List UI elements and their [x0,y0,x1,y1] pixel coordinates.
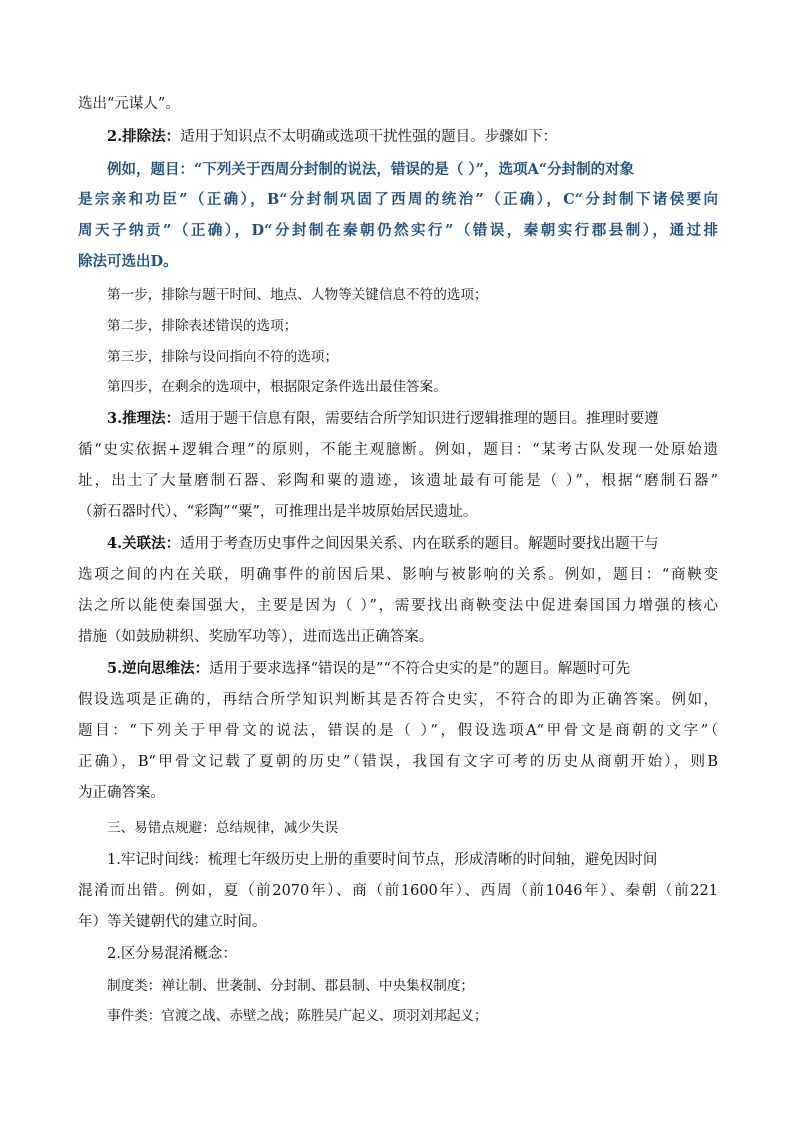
text-line: 法之所以能使秦国强大，主要是因为（ ）”，需要找出商鞅变法中促进秦国国力增强的核心 [78,598,718,614]
text-line: 混淆而出错。例如，夏（前2070年）、商（前1600年）、西周（前1046年）、秦朝（前221 [78,883,718,899]
text-line: 年）等关键朝代的建立时间。 [78,914,267,930]
method-heading-elimination [107,127,747,147]
text-line: 1.牢记时间线：梳理七年级历史上册的重要时间节点，形成清晰的时间轴，避免因时间 [107,852,658,868]
text-line: 正确），B“甲骨文记载了夏朝的历史”（错误，我国有文字可考的历史从商朝开始），则B [78,754,718,770]
text-line: 措施（如鼓励耕织、奖励军功等），进而选出正确答案。 [78,629,434,645]
text-line: 题目：“下列关于甲骨文的说法，错误的是（ ）”，假设选项A“甲骨文是商朝的文字”（ [78,723,718,739]
text-line: 循“史实依据+逻辑合理”的原则，不能主观臆断。例如，题目：“某考古队发现一处原始遗 [78,442,718,458]
method-label: 4.关联法： [107,535,181,552]
method-heading-association [107,534,747,554]
example-line: 是宗亲和功臣”（正确），B“分封制巩固了西周的统治”（正确），C“分封制下诸侯要向 [78,191,718,208]
text-line: （新石器时代）、“彩陶”“粟”，可推理出是半坡原始居民遗址。 [78,504,478,520]
text-line: 选项之间的内在关联，明确事件的前因后果、影响与被影响的关系。例如，题目：“商鞅变 [78,567,718,583]
text-line: 假设选项是正确的，再结合所学知识判断其是否符合史实，不符合的即为正确答案。例如， [78,692,718,708]
text-line: 为正确答案。 [78,785,165,801]
method-heading-reverse [107,659,747,679]
step-line: 第四步，在剩余的选项中，根据限定条件选出最佳答案。 [107,379,447,395]
text-line: 址，出土了大量磨制石器、彩陶和粟的遗迹，该遗址最有可能是（ ）”，根据“磨制石器” [78,473,718,489]
example-line: 周天子纳贡”（正确），D“分封制在秦朝仍然实行”（错误，秦朝实行郡县制），通过排 [78,222,718,239]
step-line: 第一步，排除与题干时间、地点、人物等关键信息不符的选项； [107,287,488,303]
step-line: 第二步，排除表述错误的选项； [107,318,298,334]
text-line: 选出“元谋人”。 [78,96,180,112]
method-label: 2.排除法： [107,128,181,145]
method-description: 适用于考查历史事件之间因果关系、内在联系的题目。解题时要找出题干与 [180,536,659,552]
text-line: 2.区分易混淆概念： [107,946,237,962]
example-line: 除法可选出D。 [78,253,178,270]
method-label: 5.逆向思维法： [107,660,210,677]
section-heading: 三、易错点规避：总结规律，减少失误 [107,820,339,836]
example-line: 例如，题目：“下列关于西周分封制的说法，错误的是（ ）”，选项A“分封制的对象 [107,161,635,178]
list-line: 制度类：禅让制、世袭制、分封制、郡县制、中央集权制度； [107,978,475,994]
step-line: 第三步，排除与设问指向不符的选项； [107,349,339,365]
method-heading-inference [107,409,747,429]
list-line: 事件类：官渡之战、赤壁之战；陈胜吴广起义、项羽刘邦起义； [107,1008,488,1024]
method-description: 适用于题干信息有限，需要结合所学知识进行逻辑推理的题目。推理时要遵 [180,411,659,427]
method-description: 适用于要求选择“错误的是”“不符合史实的是”的题目。解题时可先 [209,661,631,677]
method-description: 适用于知识点不太明确或选项干扰性强的题目。步骤如下： [180,129,558,145]
method-label: 3.推理法： [107,410,181,427]
